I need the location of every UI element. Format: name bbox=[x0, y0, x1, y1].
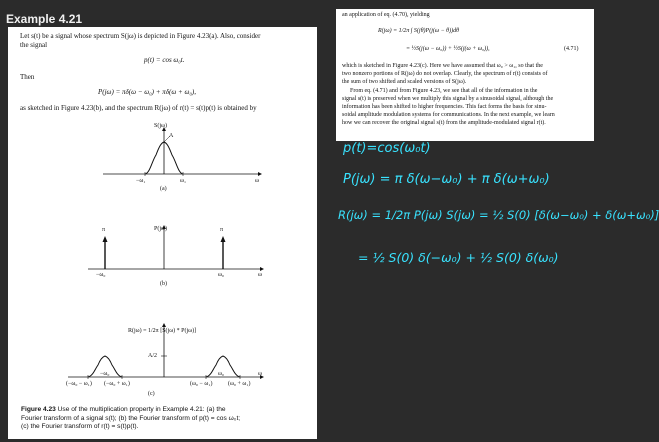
figure-b-axis-label: ω bbox=[258, 272, 262, 278]
figure-a-amplitude: A bbox=[169, 133, 174, 139]
then-text: Then bbox=[20, 73, 35, 81]
figure-caption-number: Figure 4.23 bbox=[21, 406, 56, 413]
right-para-line6: information has been shifted to higher frequencies. This fact forms the basis for sinu- bbox=[342, 104, 547, 110]
textbook-page-right bbox=[336, 9, 594, 141]
figure-caption-line3: (c) the Fourier transform of r(t) = s(t)p(t). bbox=[21, 423, 139, 430]
right-para-line2: two nonzero portions of R(jω) do not overlap. Clearly, the spectrum of r(t) consists of bbox=[342, 71, 548, 77]
handwritten-line-2: P(jω) = π δ(ω−ω₀) + π δ(ω+ω₀) bbox=[343, 172, 550, 187]
page-title: Example 4.21 bbox=[6, 12, 83, 26]
figure-c-tick-c: (ω₀ − ω₁) bbox=[190, 381, 213, 387]
figure-b-caption: (b) bbox=[160, 281, 167, 287]
figure-a-tick-neg: −ω₁ bbox=[136, 178, 146, 184]
figure-c-half-amplitude: A/2 bbox=[148, 353, 157, 359]
figure-a-caption: (a) bbox=[160, 186, 167, 192]
equation-R-integral: R(jω) = 1/2π ∫ S(jθ)P(j(ω − θ))dθ bbox=[378, 28, 460, 34]
figure-c-frac-num: 1 bbox=[148, 328, 151, 334]
right-para-line8: how we can recover the original signal s(t) from the amplitude-modulated signal r(t). bbox=[342, 120, 546, 126]
intro-text-line2: the signal bbox=[20, 41, 48, 49]
figure-c-caption: (c) bbox=[148, 391, 155, 397]
equation-R-result: = ½S(j(ω − ω₀)) + ½S(j(ω + ω₀)), bbox=[406, 46, 490, 52]
figure-b-label: P(jω) bbox=[154, 226, 167, 232]
figure-c-tick-a: (−ω₀ − ω₁) bbox=[66, 381, 92, 387]
textbook-page-left bbox=[8, 27, 317, 439]
figure-b-tick-pos: ω₀ bbox=[218, 272, 225, 278]
figure-caption-line2: Fourier transform of a signal s(t); (b) the Fourier transform of p(t) = cos ω₀t; bbox=[21, 414, 241, 422]
sketched-text: as sketched in Figure 4.23(b), and the spectrum R(jω) of r(t) = s(t)p(t) is obtained by bbox=[20, 104, 257, 112]
right-para-line4: From eq. (4.71) and from Figure 4.23, we see that all of the information in the bbox=[350, 88, 538, 94]
right-para-line1: which is sketched in Figure 4.23(c). Here we have assumed that ω₀ > ω₁, so that the bbox=[342, 63, 543, 69]
figure-b-plot bbox=[8, 207, 317, 287]
handwritten-line-4: = ½ S(0) δ(−ω₀) + ½ S(0) δ(ω₀) bbox=[358, 250, 559, 265]
figure-caption-line1: Use of the multiplication property in Example 4.21: (a) the bbox=[57, 406, 226, 413]
equation-p: p(t) = cos ω₀t. bbox=[144, 56, 185, 64]
figure-c-tick-pos: ω₀ bbox=[218, 371, 225, 377]
figure-a-axis-label: ω bbox=[255, 178, 259, 184]
intro-text-line1: Let s(t) be a signal whose spectrum S(jω) is depicted in Figure 4.23(a). Also, consider bbox=[20, 32, 261, 40]
figure-c-label-lhs: R(jω) = bbox=[128, 328, 148, 334]
right-top-line: an application of eq. (4.70), yielding bbox=[342, 12, 430, 18]
figure-c-label-rhs: [S(jω) * P(jω)] bbox=[160, 328, 197, 334]
figure-c-axis-label: ω bbox=[258, 371, 262, 377]
equation-P: P(jω) = πδ(ω − ω₀) + πδ(ω + ω₀), bbox=[98, 88, 196, 96]
equation-number: (4.71) bbox=[564, 46, 579, 52]
figure-c-tick-neg: −ω₀ bbox=[100, 371, 110, 377]
figure-c-frac-den: 2π bbox=[152, 328, 159, 334]
figure-c-tick-d: (ω₀ + ω₁) bbox=[228, 381, 251, 387]
figure-caption bbox=[21, 406, 313, 432]
figure-b-pi-left: π bbox=[102, 227, 106, 233]
figure-c-tick-b: (−ω₀ + ω₁) bbox=[104, 381, 130, 387]
right-para-line7: soidal amplitude modulation systems for communications. In the next example, we learn bbox=[342, 112, 555, 118]
figure-a-label: S(jω) bbox=[154, 123, 167, 129]
figure-b-tick-neg: −ω₀ bbox=[96, 272, 106, 278]
figure-c-label: R(jω) = 1/2π [S(jω) * P(jω)] bbox=[128, 328, 197, 334]
handwritten-line-1: p(t)=cos(ω₀t) bbox=[343, 141, 431, 156]
right-para-line5: signal s(t) is preserved when we multiply this signal by a sinusoidal signal, although the bbox=[342, 96, 554, 102]
figure-a-tick-pos: ω₁ bbox=[180, 178, 187, 184]
figure-b-pi-right: π bbox=[220, 227, 224, 233]
right-para-line3: the sum of two shifted and scaled versions of S(jω). bbox=[342, 79, 467, 85]
handwritten-line-3: R(jω) = 1/2π P(jω) S(jω) = ½ S(0) [δ(ω−ω₀) + δ(ω+ω₀)] bbox=[338, 208, 659, 222]
